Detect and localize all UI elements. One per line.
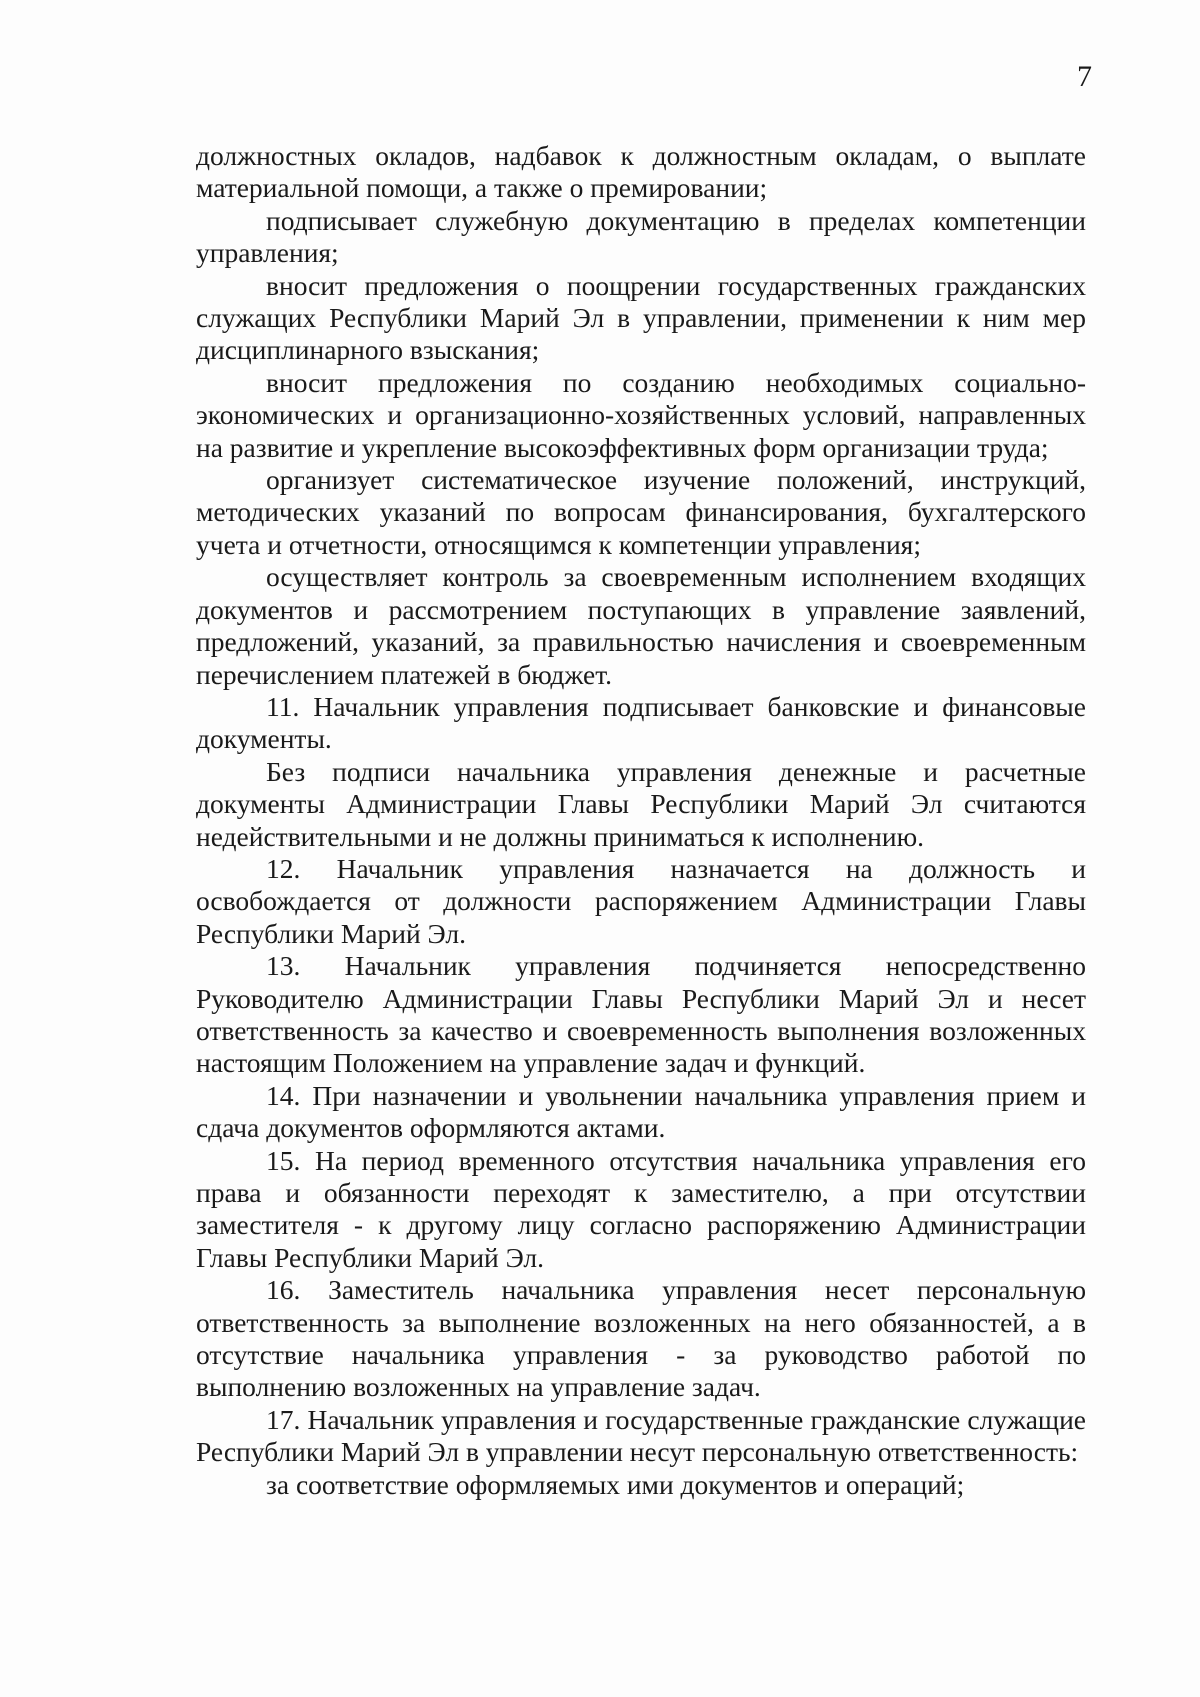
paragraph-item-16: 16. Заместитель начальника управления несет персональную ответственность за выполнение возложенных на него обязанностей, а в отсутствие начальника управления - за руководство работой по выполнению возложенных на управление задач. xyxy=(196,1274,1086,1403)
paragraph-item-11: 11. Начальник управления подписывает банковские и финансовые документы. xyxy=(196,690,1086,755)
paragraph-signature-requirement: Без подписи начальника управления денежные и расчетные документы Администрации Главы Республики Марий Эл считаются недействительными и не должны приниматься к исполнению. xyxy=(196,755,1086,852)
page-number: 7 xyxy=(1077,60,1092,93)
paragraph-item-14: 14. При назначении и увольнении начальника управления прием и сдача документов оформляются актами. xyxy=(196,1079,1086,1144)
paragraph-item-12: 12. Начальник управления назначается на должность и освобождается от должности распоряжением Администрации Главы Республики Марий Эл. xyxy=(196,852,1086,949)
paragraph-document-compliance: за соответствие оформляемых ими документов и операций; xyxy=(266,1468,965,1500)
paragraph-signs-documentation: подписывает служебную документацию в пределах компетенции управления; xyxy=(196,204,1086,269)
paragraph-item-13: 13. Начальник управления подчиняется непосредственно Руководителю Администрации Главы Республики Марий Эл и несет ответственность за качество и своевременность выполнения возложенных настоящим Положением на управление задач и функций. xyxy=(196,950,1086,1079)
paragraph-item-15: 15. На период временного отсутствия начальника управления его права и обязанности переходят к заместителю, а при отсутствии заместителя - к другому лицу согласно распоряжению Администрации Главы Республики Марий Эл. xyxy=(196,1144,1086,1273)
paragraph-study-regulations: организует систематическое изучение положений, инструкций, методических указаний по вопросам финансирования, бухгалтерского учета и отчетности, относящимся к компетенции управления; xyxy=(196,464,1086,560)
paragraph-salary-continuation: должностных окладов, надбавок к должностным окладам, о выплате материальной помощи, а также о премировании; xyxy=(196,140,1086,204)
paragraph-item-17: 17. Начальник управления и государственные гражданские служащие Республики Марий Эл в управлении несут персональную ответственность: xyxy=(196,1403,1086,1468)
document-body xyxy=(196,140,1086,1501)
paragraph-control-execution: осуществляет контроль за своевременным исполнением входящих документов и рассмотрением поступающих в управление заявлений, предложений, указаний, за правильностью начисления и своевременным перечислением платежей в бюджет. xyxy=(196,561,1086,690)
paragraph-incentives-proposals: вносит предложения о поощрении государственных гражданских служащих Республики Марий Эл в управлении, применении к ним мер дисциплинарного взыскания; xyxy=(196,269,1086,366)
paragraph-labor-conditions: вносит предложения по созданию необходимых социально-экономических и организационно-хозяйственных условий, направленных на развитие и укрепление высокоэффективных форм организации труда; xyxy=(196,366,1086,463)
